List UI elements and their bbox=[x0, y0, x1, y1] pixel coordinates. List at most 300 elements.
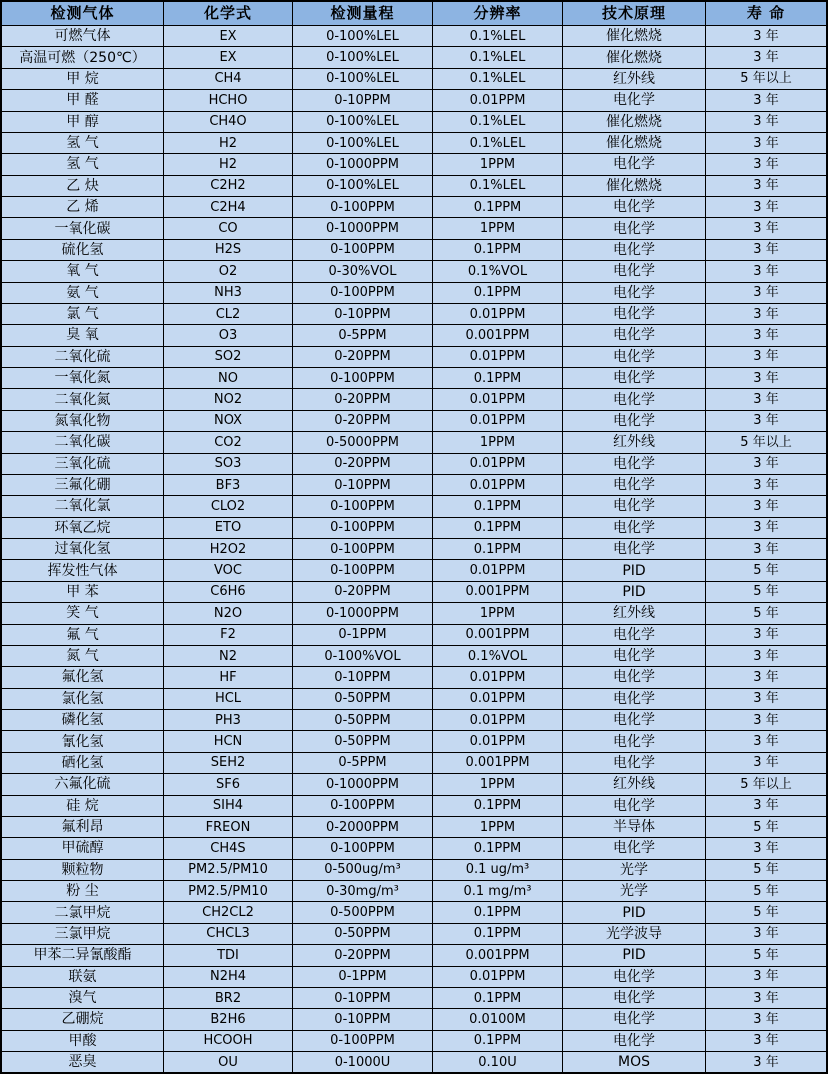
principle-cell: 电化学 bbox=[563, 368, 706, 388]
table-row bbox=[2, 881, 826, 902]
lifespan-cell: 3 年 bbox=[753, 691, 779, 707]
formula-cell: CH4O bbox=[164, 112, 293, 132]
gas-name-cell: 三氟化硼 bbox=[2, 475, 164, 495]
gas-name-cell: 硒化氢 bbox=[2, 753, 164, 773]
table-header-row bbox=[2, 2, 826, 26]
table-row bbox=[2, 283, 826, 304]
principle-cell: 电化学 bbox=[563, 1009, 706, 1029]
resolution-cell: 0.1%LEL bbox=[433, 47, 563, 67]
principle-cell: 电化学 bbox=[563, 90, 706, 110]
formula-cell: CL2 bbox=[164, 304, 293, 324]
table-row bbox=[2, 1031, 826, 1052]
formula-cell: FREON bbox=[164, 817, 293, 837]
formula-cell: VOC bbox=[164, 560, 293, 580]
range-cell: 0-20PPM bbox=[293, 945, 433, 965]
range-cell: 0-100%LEL bbox=[293, 176, 433, 196]
lifespan-cell: 3 年 bbox=[753, 627, 779, 643]
resolution-cell: 0.0100M bbox=[433, 1009, 563, 1029]
table-row bbox=[2, 475, 826, 496]
gas-name-cell: 臭 氧 bbox=[2, 325, 164, 345]
resolution-cell: 0.1PPM bbox=[433, 368, 563, 388]
gas-name-cell: 一氧化氮 bbox=[2, 368, 164, 388]
formula-cell: C2H2 bbox=[164, 176, 293, 196]
range-cell: 0-10PPM bbox=[293, 304, 433, 324]
principle-cell: 电化学 bbox=[563, 667, 706, 687]
formula-cell: N2O bbox=[164, 603, 293, 623]
lifespan-cell: 3 年 bbox=[753, 263, 779, 279]
resolution-cell: 0.1PPM bbox=[433, 197, 563, 217]
column-header-range: 检测量程 bbox=[293, 2, 433, 25]
principle-cell: 电化学 bbox=[563, 197, 706, 217]
lifespan-cell: 5 年 bbox=[753, 862, 779, 878]
gas-name-cell: 氧 气 bbox=[2, 261, 164, 281]
table-row bbox=[2, 667, 826, 688]
resolution-cell: 1PPM bbox=[433, 218, 563, 238]
range-cell: 0-1000PPM bbox=[293, 154, 433, 174]
resolution-cell: 1PPM bbox=[433, 817, 563, 837]
principle-cell: 电化学 bbox=[563, 154, 706, 174]
range-cell: 0-100%LEL bbox=[293, 133, 433, 153]
table-row bbox=[2, 988, 826, 1009]
table-row bbox=[2, 69, 826, 90]
column-header-formula: 化学式 bbox=[164, 2, 293, 25]
principle-cell: 催化燃烧 bbox=[563, 133, 706, 153]
resolution-cell: 0.001PPM bbox=[433, 945, 563, 965]
resolution-cell: 0.01PPM bbox=[433, 454, 563, 474]
lifespan-cell: 3 年 bbox=[753, 712, 779, 728]
formula-cell: PM2.5/PM10 bbox=[164, 881, 293, 901]
principle-cell: 催化燃烧 bbox=[563, 26, 706, 46]
resolution-cell: 0.1%LEL bbox=[433, 133, 563, 153]
range-cell: 0-10PPM bbox=[293, 90, 433, 110]
resolution-cell: 0.001PPM bbox=[433, 325, 563, 345]
column-header-gas: 检测气体 bbox=[2, 2, 164, 25]
lifespan-cell: 3 年 bbox=[753, 135, 779, 151]
gas-name-cell: 一氧化碳 bbox=[2, 218, 164, 238]
column-header-lifespan: 寿 命 bbox=[746, 4, 786, 22]
formula-cell: SEH2 bbox=[164, 753, 293, 773]
table-row bbox=[2, 47, 826, 68]
table-row bbox=[2, 496, 826, 517]
principle-cell: 电化学 bbox=[563, 304, 706, 324]
range-cell: 0-10PPM bbox=[293, 667, 433, 687]
lifespan-cell: 3 年 bbox=[753, 178, 779, 194]
principle-cell: 电化学 bbox=[563, 411, 706, 431]
range-cell: 0-5000PPM bbox=[293, 432, 433, 452]
range-cell: 0-1000PPM bbox=[293, 603, 433, 623]
table-row bbox=[2, 625, 826, 646]
formula-cell: BR2 bbox=[164, 988, 293, 1008]
table-row bbox=[2, 261, 826, 282]
resolution-cell: 0.001PPM bbox=[433, 582, 563, 602]
lifespan-cell: 3 年 bbox=[753, 28, 779, 44]
resolution-cell: 0.1PPM bbox=[433, 796, 563, 816]
resolution-cell: 0.10U bbox=[433, 1052, 563, 1072]
formula-cell: CO bbox=[164, 218, 293, 238]
formula-cell: N2H4 bbox=[164, 967, 293, 987]
table-row bbox=[2, 924, 826, 945]
range-cell: 0-50PPM bbox=[293, 924, 433, 944]
principle-cell: 半导体 bbox=[563, 817, 706, 837]
lifespan-cell: 3 年 bbox=[753, 50, 779, 66]
lifespan-cell: 5 年以上 bbox=[740, 776, 792, 792]
principle-cell: 电化学 bbox=[563, 496, 706, 516]
gas-name-cell: 甲硫醇 bbox=[2, 838, 164, 858]
range-cell: 0-50PPM bbox=[293, 689, 433, 709]
gas-name-cell: 氨 气 bbox=[2, 283, 164, 303]
resolution-cell: 0.1%LEL bbox=[433, 69, 563, 89]
range-cell: 0-1000U bbox=[293, 1052, 433, 1072]
principle-cell: PID bbox=[563, 560, 706, 580]
lifespan-cell: 3 年 bbox=[753, 990, 779, 1006]
formula-cell: H2 bbox=[164, 133, 293, 153]
range-cell: 0-100PPM bbox=[293, 518, 433, 538]
lifespan-cell: 3 年 bbox=[753, 648, 779, 664]
range-cell: 0-100PPM bbox=[293, 368, 433, 388]
table-row bbox=[2, 1052, 826, 1072]
resolution-cell: 0.001PPM bbox=[433, 625, 563, 645]
principle-cell: 光学 bbox=[563, 860, 706, 880]
formula-cell: HCHO bbox=[164, 90, 293, 110]
principle-cell: 光学 bbox=[563, 881, 706, 901]
table-row bbox=[2, 133, 826, 154]
table-row bbox=[2, 860, 826, 881]
range-cell: 0-10PPM bbox=[293, 475, 433, 495]
range-cell: 0-30%VOL bbox=[293, 261, 433, 281]
formula-cell: EX bbox=[164, 26, 293, 46]
range-cell: 0-30mg/m³ bbox=[293, 881, 433, 901]
resolution-cell: 0.01PPM bbox=[433, 411, 563, 431]
gas-name-cell: 二氧化碳 bbox=[2, 432, 164, 452]
formula-cell: O3 bbox=[164, 325, 293, 345]
formula-cell: HCOOH bbox=[164, 1031, 293, 1051]
lifespan-cell: 3 年 bbox=[753, 755, 779, 771]
gas-name-cell: 恶臭 bbox=[2, 1052, 164, 1072]
formula-cell: C6H6 bbox=[164, 582, 293, 602]
range-cell: 0-100PPM bbox=[293, 796, 433, 816]
principle-cell: MOS bbox=[563, 1052, 706, 1072]
lifespan-cell: 5 年以上 bbox=[740, 71, 792, 87]
principle-cell: 电化学 bbox=[563, 218, 706, 238]
gas-name-cell: 氮 气 bbox=[2, 646, 164, 666]
formula-cell: NO bbox=[164, 368, 293, 388]
table-row bbox=[2, 389, 826, 410]
gas-name-cell: 二氯甲烷 bbox=[2, 902, 164, 922]
resolution-cell: 0.01PPM bbox=[433, 667, 563, 687]
range-cell: 0-500PPM bbox=[293, 902, 433, 922]
range-cell: 0-20PPM bbox=[293, 454, 433, 474]
table-body bbox=[2, 26, 826, 1072]
resolution-cell: 1PPM bbox=[433, 603, 563, 623]
resolution-cell: 0.1%LEL bbox=[433, 176, 563, 196]
gas-name-cell: 氟 气 bbox=[2, 625, 164, 645]
formula-cell: SO3 bbox=[164, 454, 293, 474]
gas-name-cell: 溴气 bbox=[2, 988, 164, 1008]
principle-cell: 电化学 bbox=[563, 347, 706, 367]
table-row bbox=[2, 112, 826, 133]
lifespan-cell: 3 年 bbox=[753, 798, 779, 814]
table-row bbox=[2, 454, 826, 475]
lifespan-cell: 3 年 bbox=[753, 242, 779, 258]
table-row bbox=[2, 838, 826, 859]
range-cell: 0-100PPM bbox=[293, 838, 433, 858]
gas-name-cell: 二氧化氯 bbox=[2, 496, 164, 516]
formula-cell: N2 bbox=[164, 646, 293, 666]
table-row bbox=[2, 560, 826, 581]
range-cell: 0-50PPM bbox=[293, 710, 433, 730]
lifespan-cell: 3 年 bbox=[753, 285, 779, 301]
table-row bbox=[2, 347, 826, 368]
range-cell: 0-100PPM bbox=[293, 496, 433, 516]
range-cell: 0-1PPM bbox=[293, 625, 433, 645]
principle-cell: 电化学 bbox=[563, 454, 706, 474]
formula-cell: CH4S bbox=[164, 838, 293, 858]
principle-cell: 电化学 bbox=[563, 646, 706, 666]
principle-cell: 电化学 bbox=[563, 475, 706, 495]
resolution-cell: 0.001PPM bbox=[433, 753, 563, 773]
lifespan-cell: 3 年 bbox=[753, 456, 779, 472]
lifespan-cell: 3 年 bbox=[753, 221, 779, 237]
formula-cell: CH2CL2 bbox=[164, 902, 293, 922]
range-cell: 0-20PPM bbox=[293, 347, 433, 367]
principle-cell: 电化学 bbox=[563, 710, 706, 730]
table-row bbox=[2, 689, 826, 710]
gas-name-cell: 乙 烯 bbox=[2, 197, 164, 217]
resolution-cell: 0.1PPM bbox=[433, 518, 563, 538]
resolution-cell: 0.01PPM bbox=[433, 967, 563, 987]
resolution-cell: 0.1PPM bbox=[433, 496, 563, 516]
lifespan-cell: 5 年 bbox=[753, 883, 779, 899]
principle-cell: 电化学 bbox=[563, 1031, 706, 1051]
principle-cell: 催化燃烧 bbox=[563, 112, 706, 132]
principle-cell: 光学波导 bbox=[563, 924, 706, 944]
resolution-cell: 0.1PPM bbox=[433, 988, 563, 1008]
gas-name-cell: 联氨 bbox=[2, 967, 164, 987]
gas-name-cell: 氮氧化物 bbox=[2, 411, 164, 431]
range-cell: 0-500ug/m³ bbox=[293, 860, 433, 880]
range-cell: 0-10PPM bbox=[293, 988, 433, 1008]
table-row bbox=[2, 197, 826, 218]
range-cell: 0-100%LEL bbox=[293, 69, 433, 89]
formula-cell: B2H6 bbox=[164, 1009, 293, 1029]
principle-cell: 电化学 bbox=[563, 796, 706, 816]
formula-cell: C2H4 bbox=[164, 197, 293, 217]
gas-name-cell: 可燃气体 bbox=[2, 26, 164, 46]
table-row bbox=[2, 967, 826, 988]
gas-name-cell: 硅 烷 bbox=[2, 796, 164, 816]
principle-cell: 红外线 bbox=[563, 603, 706, 623]
table-row bbox=[2, 90, 826, 111]
table-row bbox=[2, 731, 826, 752]
lifespan-cell: 3 年 bbox=[753, 734, 779, 750]
lifespan-cell: 5 年 bbox=[753, 563, 779, 579]
resolution-cell: 0.1%LEL bbox=[433, 26, 563, 46]
resolution-cell: 0.01PPM bbox=[433, 560, 563, 580]
lifespan-cell: 3 年 bbox=[753, 392, 779, 408]
formula-cell: H2 bbox=[164, 154, 293, 174]
gas-name-cell: 笑 气 bbox=[2, 603, 164, 623]
principle-cell: 红外线 bbox=[563, 774, 706, 794]
gas-name-cell: 氰化氢 bbox=[2, 731, 164, 751]
principle-cell: 电化学 bbox=[563, 753, 706, 773]
lifespan-cell: 3 年 bbox=[753, 1054, 779, 1070]
table-row bbox=[2, 539, 826, 560]
lifespan-cell: 3 年 bbox=[753, 327, 779, 343]
range-cell: 0-100%VOL bbox=[293, 646, 433, 666]
principle-cell: 电化学 bbox=[563, 283, 706, 303]
range-cell: 0-100PPM bbox=[293, 560, 433, 580]
table-row bbox=[2, 945, 826, 966]
table-row bbox=[2, 796, 826, 817]
gas-name-cell: 甲 苯 bbox=[2, 582, 164, 602]
range-cell: 0-20PPM bbox=[293, 411, 433, 431]
gas-name-cell: 乙 炔 bbox=[2, 176, 164, 196]
gas-name-cell: 氯化氢 bbox=[2, 689, 164, 709]
table-row bbox=[2, 325, 826, 346]
lifespan-cell: 3 年 bbox=[753, 969, 779, 985]
table-row bbox=[2, 432, 826, 453]
lifespan-cell: 3 年 bbox=[753, 92, 779, 108]
resolution-cell: 0.1 ug/m³ bbox=[433, 860, 563, 880]
gas-name-cell: 磷化氢 bbox=[2, 710, 164, 730]
principle-cell: 电化学 bbox=[563, 389, 706, 409]
lifespan-cell: 3 年 bbox=[753, 520, 779, 536]
resolution-cell: 0.1PPM bbox=[433, 902, 563, 922]
resolution-cell: 0.01PPM bbox=[433, 347, 563, 367]
formula-cell: CH4 bbox=[164, 69, 293, 89]
gas-name-cell: 六氟化硫 bbox=[2, 774, 164, 794]
gas-name-cell: 粉 尘 bbox=[2, 881, 164, 901]
table-row bbox=[2, 518, 826, 539]
lifespan-cell: 3 年 bbox=[753, 156, 779, 172]
formula-cell: SIH4 bbox=[164, 796, 293, 816]
resolution-cell: 0.1PPM bbox=[433, 240, 563, 260]
principle-cell: 电化学 bbox=[563, 518, 706, 538]
lifespan-cell: 5 年以上 bbox=[740, 434, 792, 450]
resolution-cell: 0.1PPM bbox=[433, 924, 563, 944]
resolution-cell: 0.01PPM bbox=[433, 710, 563, 730]
table-row bbox=[2, 218, 826, 239]
resolution-cell: 0.1PPM bbox=[433, 283, 563, 303]
resolution-cell: 1PPM bbox=[433, 154, 563, 174]
formula-cell: CLO2 bbox=[164, 496, 293, 516]
formula-cell: CO2 bbox=[164, 432, 293, 452]
range-cell: 0-1000PPM bbox=[293, 774, 433, 794]
gas-name-cell: 三氧化硫 bbox=[2, 454, 164, 474]
principle-cell: 电化学 bbox=[563, 539, 706, 559]
range-cell: 0-5PPM bbox=[293, 325, 433, 345]
principle-cell: 电化学 bbox=[563, 625, 706, 645]
principle-cell: 电化学 bbox=[563, 325, 706, 345]
table-row bbox=[2, 240, 826, 261]
principle-cell: 催化燃烧 bbox=[563, 176, 706, 196]
range-cell: 0-50PPM bbox=[293, 731, 433, 751]
gas-name-cell: 颗粒物 bbox=[2, 860, 164, 880]
gas-name-cell: 氯 气 bbox=[2, 304, 164, 324]
range-cell: 0-1000PPM bbox=[293, 218, 433, 238]
lifespan-cell: 3 年 bbox=[753, 669, 779, 685]
table-row bbox=[2, 710, 826, 731]
formula-cell: O2 bbox=[164, 261, 293, 281]
principle-cell: 催化燃烧 bbox=[563, 47, 706, 67]
formula-cell: OU bbox=[164, 1052, 293, 1072]
resolution-cell: 0.01PPM bbox=[433, 304, 563, 324]
gas-name-cell: 甲 烷 bbox=[2, 69, 164, 89]
range-cell: 0-5PPM bbox=[293, 753, 433, 773]
range-cell: 0-1PPM bbox=[293, 967, 433, 987]
gas-name-cell: 二氧化硫 bbox=[2, 347, 164, 367]
gas-name-cell: 氟化氢 bbox=[2, 667, 164, 687]
range-cell: 0-100%LEL bbox=[293, 26, 433, 46]
lifespan-cell: 3 年 bbox=[753, 840, 779, 856]
range-cell: 0-100PPM bbox=[293, 197, 433, 217]
principle-cell: 红外线 bbox=[563, 69, 706, 89]
formula-cell: HF bbox=[164, 667, 293, 687]
principle-cell: 电化学 bbox=[563, 240, 706, 260]
gas-name-cell: 乙硼烷 bbox=[2, 1009, 164, 1029]
principle-cell: 电化学 bbox=[563, 261, 706, 281]
principle-cell: 电化学 bbox=[563, 838, 706, 858]
range-cell: 0-100%LEL bbox=[293, 112, 433, 132]
principle-cell: PID bbox=[563, 582, 706, 602]
table-row bbox=[2, 26, 826, 47]
range-cell: 0-2000PPM bbox=[293, 817, 433, 837]
formula-cell: PH3 bbox=[164, 710, 293, 730]
formula-cell: H2S bbox=[164, 240, 293, 260]
table-row bbox=[2, 304, 826, 325]
resolution-cell: 0.1PPM bbox=[433, 539, 563, 559]
range-cell: 0-20PPM bbox=[293, 389, 433, 409]
lifespan-cell: 5 年 bbox=[753, 584, 779, 600]
lifespan-cell: 3 年 bbox=[753, 306, 779, 322]
gas-name-cell: 氟利昂 bbox=[2, 817, 164, 837]
table-row bbox=[2, 176, 826, 197]
formula-cell: ETO bbox=[164, 518, 293, 538]
resolution-cell: 0.1PPM bbox=[433, 838, 563, 858]
gas-name-cell: 氢 气 bbox=[2, 154, 164, 174]
gas-name-cell: 甲酸 bbox=[2, 1031, 164, 1051]
table-row bbox=[2, 774, 826, 795]
range-cell: 0-100%LEL bbox=[293, 47, 433, 67]
gas-name-cell: 硫化氢 bbox=[2, 240, 164, 260]
formula-cell: F2 bbox=[164, 625, 293, 645]
formula-cell: EX bbox=[164, 47, 293, 67]
lifespan-cell: 3 年 bbox=[753, 199, 779, 215]
table-row bbox=[2, 1009, 826, 1030]
range-cell: 0-100PPM bbox=[293, 1031, 433, 1051]
formula-cell: PM2.5/PM10 bbox=[164, 860, 293, 880]
lifespan-cell: 5 年 bbox=[753, 605, 779, 621]
table-row bbox=[2, 603, 826, 624]
gas-name-cell: 甲 醛 bbox=[2, 90, 164, 110]
resolution-cell: 0.01PPM bbox=[433, 475, 563, 495]
gas-name-cell: 二氧化氮 bbox=[2, 389, 164, 409]
table-row bbox=[2, 411, 826, 432]
formula-cell: CHCL3 bbox=[164, 924, 293, 944]
formula-cell: TDI bbox=[164, 945, 293, 965]
resolution-cell: 0.1 mg/m³ bbox=[433, 881, 563, 901]
lifespan-cell: 3 年 bbox=[753, 477, 779, 493]
resolution-cell: 0.1PPM bbox=[433, 1031, 563, 1051]
gas-name-cell: 氢 气 bbox=[2, 133, 164, 153]
resolution-cell: 1PPM bbox=[433, 432, 563, 452]
table-row bbox=[2, 154, 826, 175]
principle-cell: 电化学 bbox=[563, 967, 706, 987]
formula-cell: HCN bbox=[164, 731, 293, 751]
table-row bbox=[2, 902, 826, 923]
principle-cell: PID bbox=[563, 945, 706, 965]
table-row bbox=[2, 582, 826, 603]
